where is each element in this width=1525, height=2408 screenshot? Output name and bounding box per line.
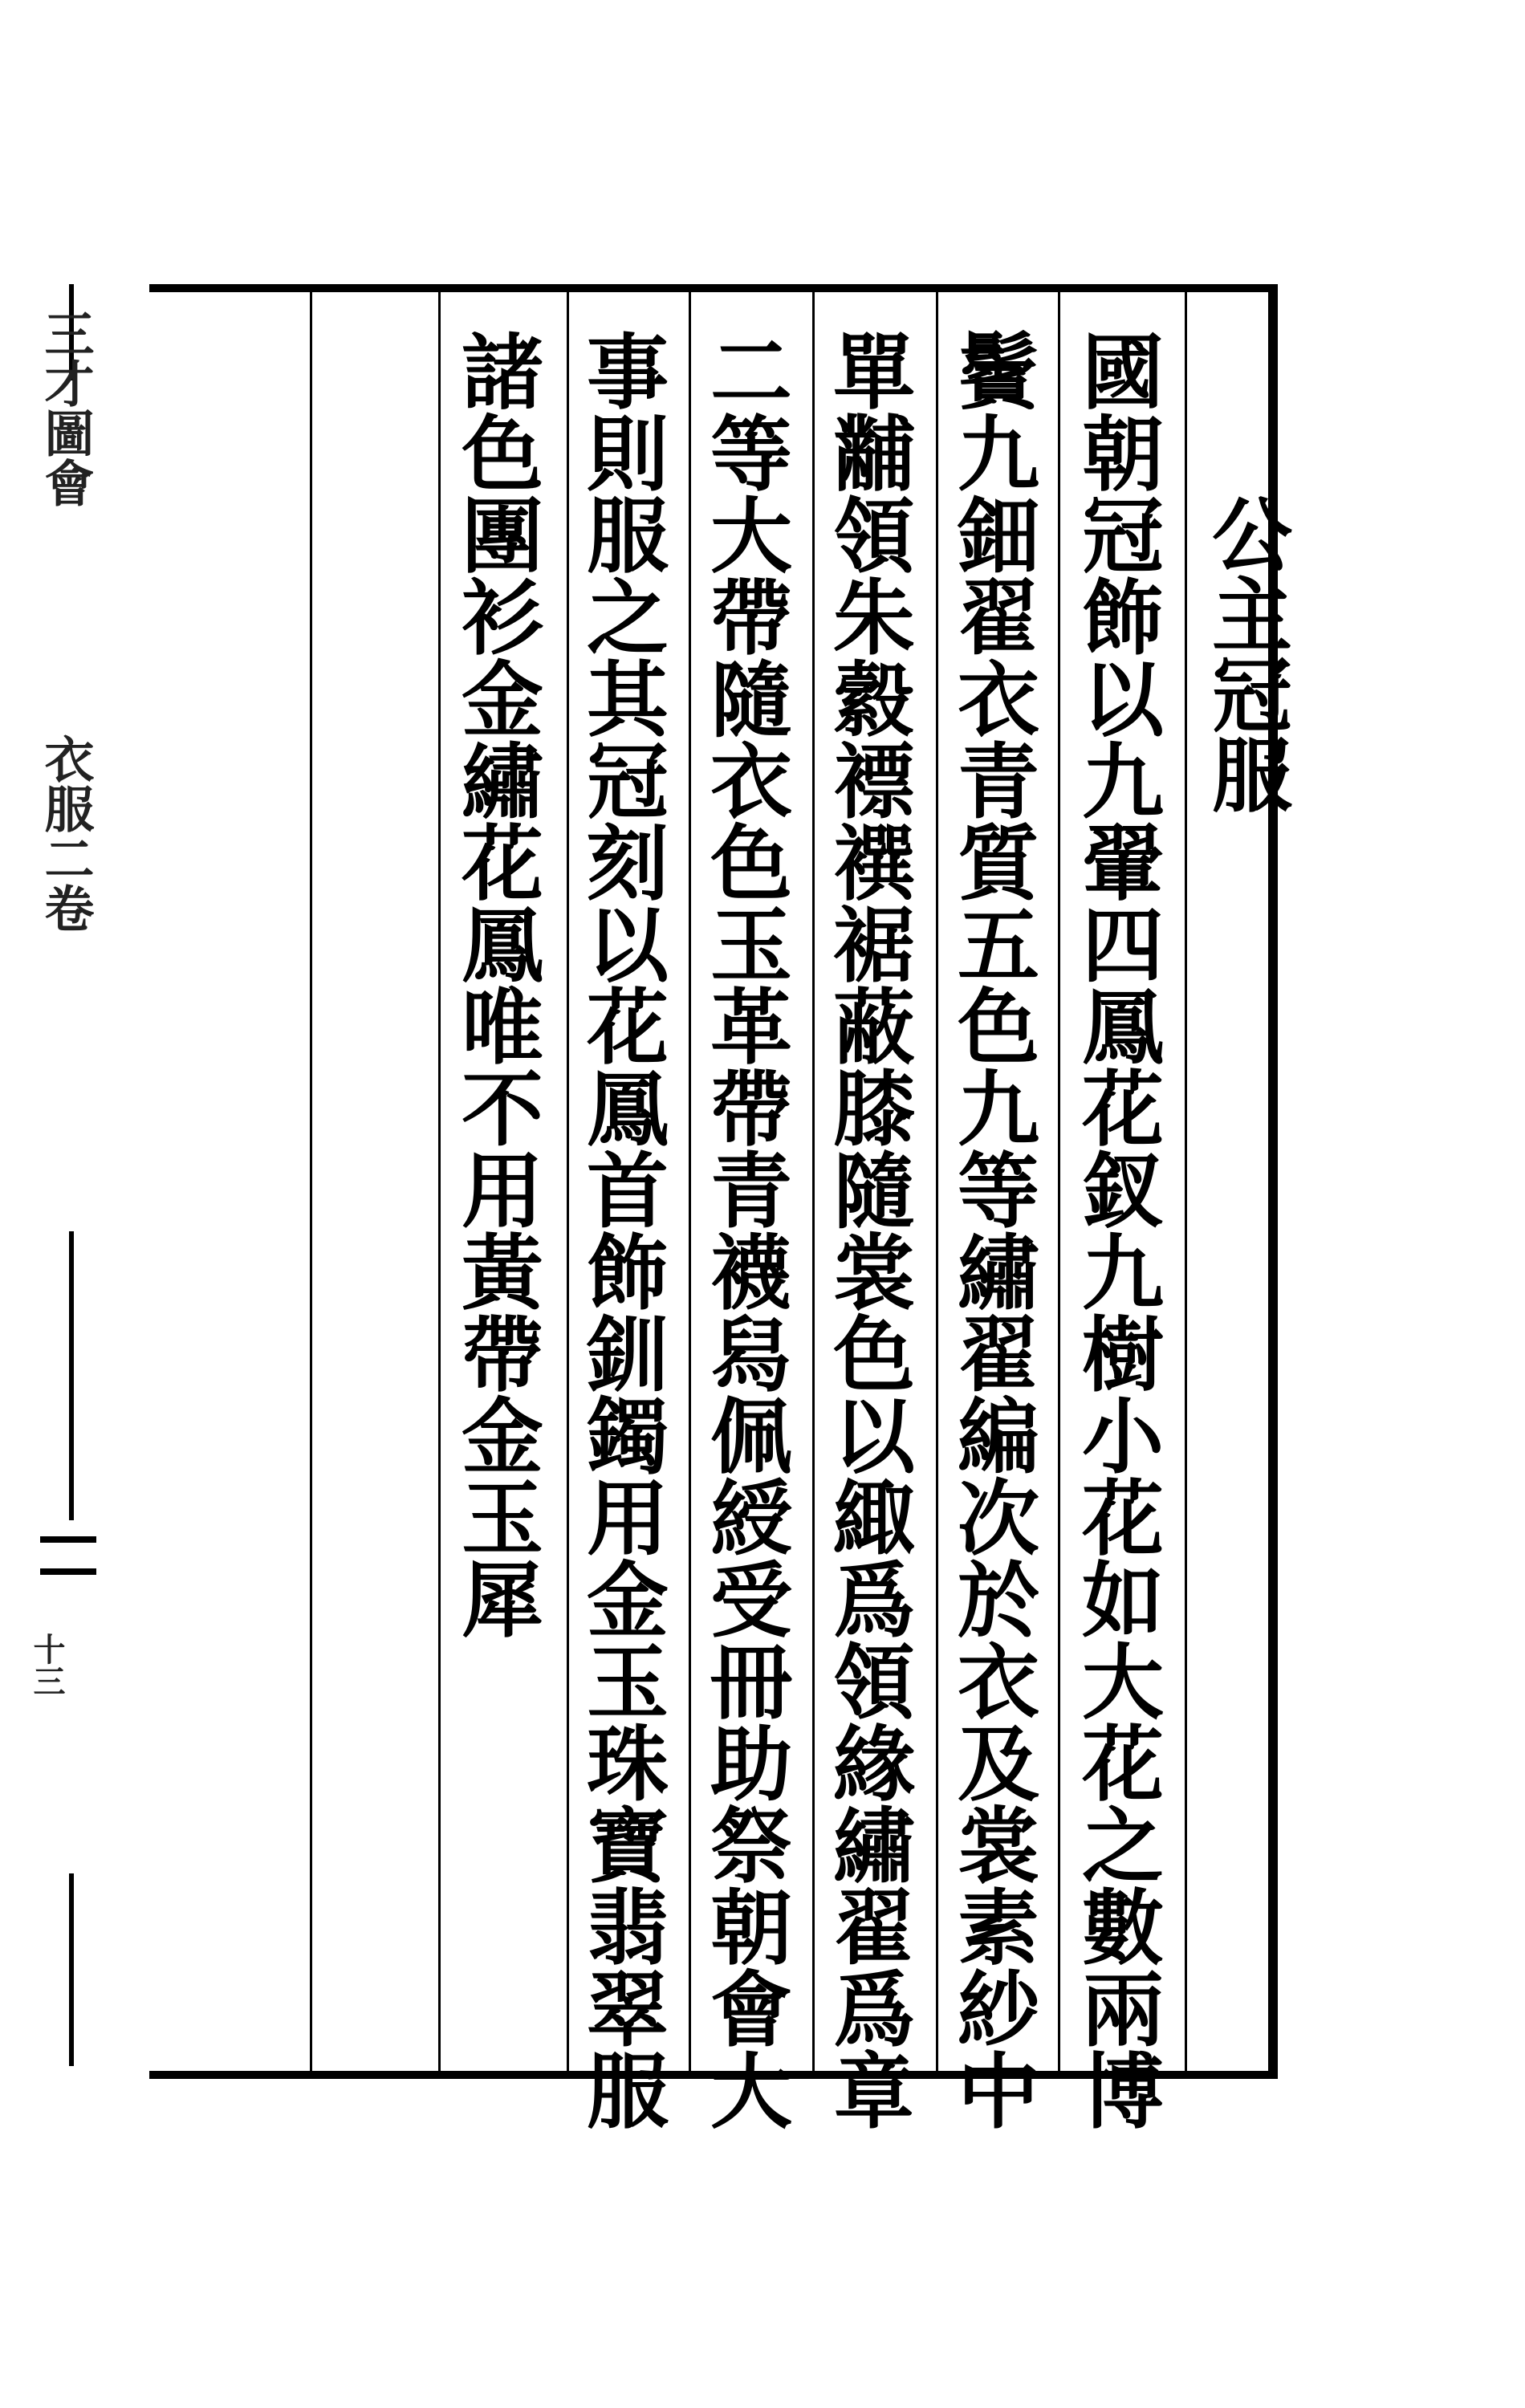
margin-title: 三才圖會 — [36, 308, 95, 507]
text-column-3: 單黼領朱縠褾襈裾蔽膝隨裳色以緅爲領緣繡翟爲章 — [819, 329, 916, 2130]
column-rule — [1058, 292, 1060, 2071]
margin-section: 衣服二卷 — [36, 734, 95, 933]
column-rule — [689, 292, 691, 2071]
text-block-frame — [149, 284, 1293, 2130]
leaf-number: 十三 — [28, 1633, 66, 1697]
fish-tail-mark — [40, 1536, 96, 1543]
section-heading: 公主冠服 — [1198, 493, 1293, 814]
text-column-6: 諸色團衫金繡花鳳唯不用黃帶金玉犀 — [448, 329, 544, 1639]
column-rule — [438, 292, 441, 2071]
margin-rule-bottom — [69, 1873, 74, 2066]
text-column-2: 鬢九鈿翟衣青質五色九等繡翟編次於衣及裳素紗中 — [944, 329, 1040, 2130]
text-column-4: 二等大帶隨衣色玉革帶青襪舄佩綬受冊助祭朝會大 — [697, 329, 793, 2130]
column-rule — [936, 292, 938, 2071]
column-rule — [567, 292, 569, 2071]
column-rule — [1185, 292, 1187, 2071]
margin-column — [0, 284, 149, 2079]
margin-rule-middle — [69, 1231, 74, 1520]
column-rule — [310, 292, 312, 2071]
fish-tail-mark-lower — [40, 1568, 96, 1575]
column-rule — [812, 292, 815, 2071]
text-column-5: 事則服之其冠刻以花鳳首飾釧鐲用金玉珠寶翡翠服 — [573, 329, 669, 2130]
text-column-1: 國朝冠飾以九翬四鳳花釵九樹小花如大花之數兩博 — [1068, 329, 1165, 2130]
